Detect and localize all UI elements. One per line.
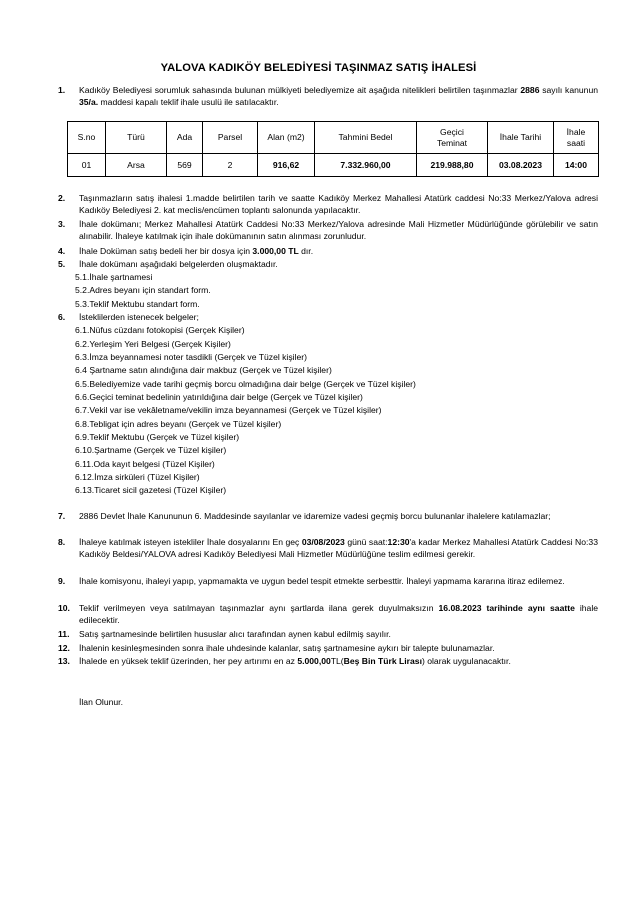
clause-number: 4. <box>58 246 66 256</box>
clause-number: 7. <box>58 511 66 521</box>
clause-number: 9. <box>58 576 66 586</box>
table-cell: 7.332.960,00 <box>315 154 417 177</box>
text-run: İhalede en yüksek teklif üzerinden, her pey artırımı en az <box>79 656 298 666</box>
clause-text <box>79 246 598 258</box>
list-item: 6.9.Teklif Mektubu (Gerçek ve Tüzel kişiler) <box>75 432 240 442</box>
list-item: 6.4 Şartname satın alındığına dair makbuz (Gerçek ve Tüzel kişiler) <box>75 365 332 375</box>
header-cell: Türü <box>106 122 167 154</box>
clause-text: İsteklilerden istenecek belgeler; <box>79 312 199 322</box>
clause-text: İhale dokümanı aşağıdaki belgelerden oluşmaktadır. <box>79 259 278 269</box>
list-item: 6.12.İmza sirküleri (Tüzel Kişiler) <box>75 472 200 482</box>
list-item: 6.6.Geçici teminat bedelinin yatırıldığına dair belge (Gerçek ve Tüzel kişiler) <box>75 392 363 402</box>
text-run: ihale edilecektir. <box>79 603 599 625</box>
list-item: 6.3.İmza beyannamesi noter tasdikli (Gerçek ve Tüzel kişiler) <box>75 352 307 362</box>
clause-9 <box>58 576 598 588</box>
clause-text: Satış şartnamesinde belirtilen hususlar alıcı tarafından aynen kabul edilmiş sayılır. <box>79 629 391 639</box>
table-row <box>68 154 599 177</box>
table-cell: 2 <box>203 154 258 177</box>
text-run: sayılı kanunun <box>539 85 599 95</box>
header-cell: İhale saati <box>554 122 599 154</box>
list-item: 6.13.Ticaret sicil gazetesi (Tüzel Kişiler) <box>75 485 227 495</box>
table-cell: 14:00 <box>554 154 599 177</box>
clause-10 <box>58 603 598 626</box>
clause-number: 6. <box>58 312 66 322</box>
text-run: günü saat: <box>344 537 388 547</box>
article-number: 35/a. <box>79 96 99 107</box>
law-number: 2886 <box>520 85 540 95</box>
clause-text: İhalenin kesinleşmesinden sonra ihale uhdesinde kalanlar, satış şartnamesine aykırı bir talepte bulunamazlar. <box>79 643 495 653</box>
header-cell: Geçici Teminat <box>417 122 488 154</box>
clause-text: 2886 Devlet İhale Kanununun 6. Maddesinde sayılanlar ve idaremize vadesi geçmiş borcu bulunanlar ihalelere katılamazlar; <box>79 511 551 521</box>
table-cell: Arsa <box>106 154 167 177</box>
clause-number: 8. <box>58 537 66 547</box>
clause-number: 11. <box>58 629 70 639</box>
clause-text: İhale komisyonu, ihaleyi yapıp, yapmamakta ve uygun bedel tespit etmekte serbesttir. İhaleyi yapmama kararına itiraz edilemez. <box>79 576 565 586</box>
clause-text <box>79 656 598 668</box>
text-run: İhaleye katılmak isteyen istekliler İhale dosyalarını En geç <box>79 537 302 547</box>
clause-number: 3. <box>58 219 66 229</box>
clause-text <box>79 85 598 108</box>
list-item: 5.1.İhale şartnamesi <box>75 272 153 282</box>
page-title: YALOVA KADIKÖY BELEDİYESİ TAŞINMAZ SATIŞ İHALESİ <box>160 62 477 74</box>
fee-amount: 3.000,00 TL <box>252 246 299 256</box>
clause-4 <box>58 246 598 258</box>
text-run: ) olarak uygulanacaktır. <box>421 656 511 666</box>
list-item: 6.1.Nüfus cüzdanı fotokopisi (Gerçek Kişiler) <box>75 325 245 335</box>
clause-12 <box>58 643 598 655</box>
clause-number: 10. <box>58 603 70 613</box>
text-run: İhale Doküman satış bedeli her bir dosya için <box>79 246 253 256</box>
clause-number: 1. <box>58 85 66 95</box>
clause-text <box>79 603 598 626</box>
clause-number: 5. <box>58 259 66 269</box>
clause-text <box>79 537 598 560</box>
clause-number: 2. <box>58 193 66 203</box>
closing-text: İlan Olunur. <box>79 697 123 707</box>
text-run: TL( <box>330 656 344 666</box>
clause-number: 13. <box>58 656 70 666</box>
clause-2 <box>58 193 598 216</box>
min-increment-words: Beş Bin Türk Lirası <box>343 656 422 666</box>
header-cell: Parsel <box>203 122 258 154</box>
list-item: 6.7.Vekil var ise vekâletname/vekilin imza beyannamesi (Gerçek ve Tüzel kişiler) <box>75 405 382 415</box>
clause-text: Taşınmazların satış ihalesi 1.madde belirtilen tarih ve saatte Kadıköy Merkez Mahallesi Atatürk caddesi No:33 Merkez/Yalova adresi Kadıköy Belediyesi 2. kat meclis/encümen toplantı salonunda yapılacaktır. <box>79 193 598 215</box>
list-item: 6.5.Belediyemize vade tarihi geçmiş borcu olmadığına dair belge (Gerçek ve Tüzel kişiler) <box>75 379 416 389</box>
list-item: 6.10.Şartname (Gerçek ve Tüzel kişiler) <box>75 445 227 455</box>
list-item: 6.8.Tebligat için adres beyanı (Gerçek ve Tüzel kişiler) <box>75 419 282 429</box>
list-item: 5.2.Adres beyanı için standart form. <box>75 285 211 295</box>
header-cell: Tahmini Bedel <box>315 122 417 154</box>
min-increment: 5.000,00 <box>297 656 331 666</box>
header-cell: Ada <box>167 122 203 154</box>
clause-8 <box>58 537 598 560</box>
table-header-row <box>68 122 599 154</box>
list-item: 5.3.Teklif Mektubu standart form. <box>75 299 200 309</box>
table-cell: 03.08.2023 <box>488 154 554 177</box>
clause-text: İhale dokümanı; Merkez Mahallesi Atatürk Caddesi No:33 Merkez/Yalova adresinde Mali Hizmetler Müdürlüğünde görülebilir ve satın alınabilir. İhaleye katılmak için ihale dokümanının satın alınması zorunludur. <box>79 219 598 241</box>
text-run: maddesi kapalı teklif ihale usulü ile satılacaktır. <box>98 96 279 107</box>
text-run: Teklif verilmeyen veya satılmayan taşınmazlar aynı şartlarda ilana gerek duyulmaksızın <box>79 603 439 613</box>
clause-6 <box>58 312 598 324</box>
text-run: 'a kadar Merkez Mahallesi Atatürk Caddesi No:33 Kadıköy Beldesi/YALOVA adresi Kadıköy Belediyesi Mali Hizmetler Müdürlüğüne teslim edilmesi gerekir. <box>79 537 598 559</box>
deadline-time: 12:30 <box>387 537 410 547</box>
header-cell: S.no <box>68 122 106 154</box>
header-cell: İhale Tarihi <box>488 122 554 154</box>
table-cell: 569 <box>167 154 203 177</box>
property-table <box>67 121 599 177</box>
clause-number: 12. <box>58 643 70 653</box>
table-cell: 219.988,80 <box>417 154 488 177</box>
table-cell: 916,62 <box>258 154 315 177</box>
list-item: 6.11.Oda kayıt belgesi (Tüzel Kişiler) <box>75 459 215 469</box>
list-item: 6.2.Yerleşim Yeri Belgesi (Gerçek Kişiler) <box>75 339 231 349</box>
text-run: Kadıköy Belediyesi sorumluk sahasında bulunan mülkiyeti belediyemize ait aşağıda nitelikleri belirtilen taşınmazlar <box>79 85 521 95</box>
header-cell: Alan (m2) <box>258 122 315 154</box>
text-run: dır. <box>298 246 314 256</box>
deadline-date: 03/08/2023 <box>301 537 345 547</box>
clause-13 <box>58 656 598 668</box>
clause-5 <box>58 259 598 271</box>
clause-11 <box>58 629 598 641</box>
clause-7 <box>58 511 598 523</box>
clause-3 <box>58 219 598 242</box>
table-cell: 01 <box>68 154 106 177</box>
clause-1 <box>58 85 598 108</box>
second-auction-date: 16.08.2023 tarihinde aynı saatte <box>438 603 575 613</box>
